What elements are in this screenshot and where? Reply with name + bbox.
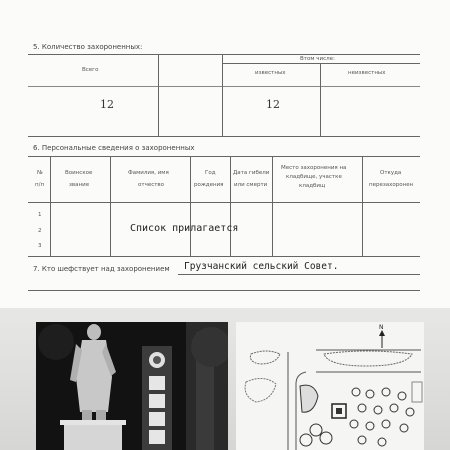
header-unknown: неизвестных	[348, 70, 386, 76]
rule	[28, 290, 420, 291]
rule	[158, 54, 159, 136]
known-value: 12	[266, 98, 280, 111]
rule	[230, 156, 231, 256]
header-known: известных	[255, 70, 286, 76]
header-death: Дата гибели	[233, 170, 270, 176]
site-plan-drawing	[236, 322, 424, 450]
monument-photo	[36, 322, 228, 450]
header-year: Год	[205, 170, 216, 176]
header-name2: отчество	[138, 182, 165, 188]
header-num2: п/п	[35, 182, 45, 188]
rule	[320, 63, 321, 136]
rule	[178, 274, 420, 275]
rule	[362, 156, 363, 256]
rule	[28, 256, 420, 257]
header-from: Откуда	[380, 170, 402, 176]
header-rank2: звание	[69, 182, 90, 188]
row-number-1: 1	[38, 212, 42, 218]
rule	[28, 86, 420, 87]
row-number-2: 2	[38, 228, 42, 234]
rule	[28, 54, 420, 55]
monument-photo-drawing	[36, 322, 228, 450]
header-including: Втом числе:	[300, 56, 335, 62]
rule	[190, 156, 191, 256]
header-year2: рождения	[194, 182, 224, 188]
section7-label: 7. Кто шефствует над захоронением	[33, 265, 170, 273]
header-rank: Воинское	[65, 170, 93, 176]
rule	[110, 156, 111, 256]
site-plan	[236, 322, 424, 450]
header-place3: кладбищ	[299, 183, 326, 189]
typed-list-note: Список прилагается	[130, 223, 239, 234]
header-from2: перезахоронен	[369, 182, 414, 188]
rule	[50, 156, 51, 256]
row-number-3: 3	[38, 243, 42, 249]
rule	[28, 136, 420, 137]
rule	[272, 156, 273, 256]
rule	[222, 63, 420, 64]
header-death2: или смерти	[234, 182, 268, 188]
header-place2: кладбище, участке	[286, 174, 342, 180]
total-value: 12	[100, 98, 114, 111]
header-total: Всего	[82, 67, 99, 73]
section7-value: Грузчанский сельский Совет.	[184, 261, 339, 272]
header-num: №	[37, 170, 43, 176]
header-place: Место захоронения на	[281, 165, 347, 171]
section5-title: 5. Количество захороненных:	[33, 43, 143, 51]
header-name: Фамилия, имя	[128, 170, 169, 176]
north-label: N	[379, 324, 384, 331]
section6-title: 6. Персональные сведения о захороненных	[33, 144, 195, 152]
rule	[222, 54, 223, 136]
